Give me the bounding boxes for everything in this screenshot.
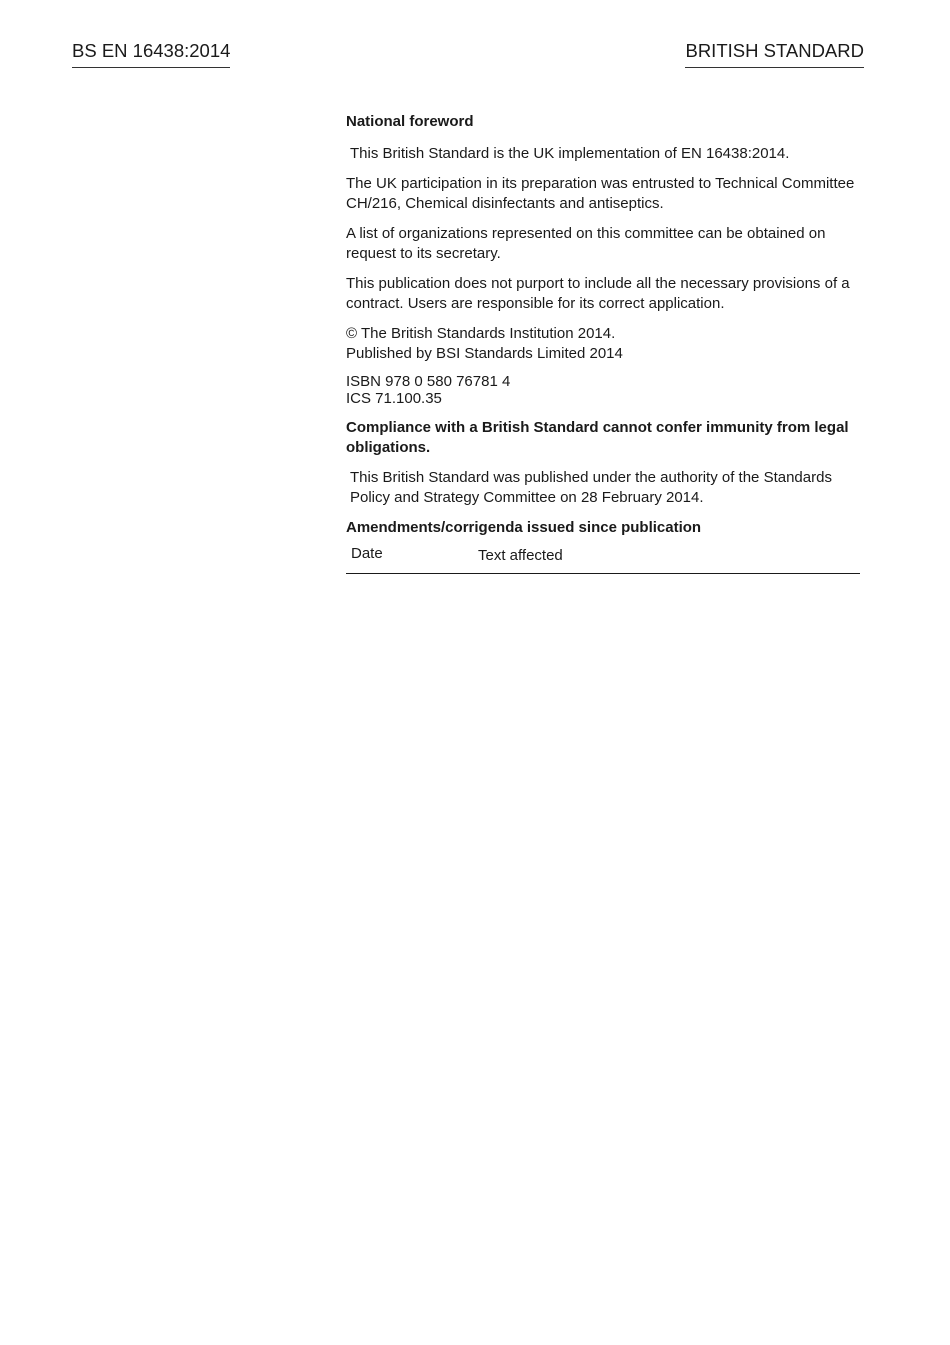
copyright-block <box>346 324 860 363</box>
national-foreword <box>346 112 860 574</box>
document-code: BS EN 16438:2014 <box>72 40 230 68</box>
participation-paragraph: The UK participation in its preparation was entrusted to Technical Committee CH/216, Chemical disinfectants and antiseptics. <box>346 175 855 212</box>
organizations-paragraph: A list of organizations represented on this committee can be obtained on request to its secretary. <box>346 225 826 262</box>
amendments-table <box>346 546 860 575</box>
isbn-line: ISBN 978 0 580 76781 4 <box>346 373 511 390</box>
standard-type-label: BRITISH STANDARD <box>685 40 864 68</box>
foreword-title: National foreword <box>346 113 474 130</box>
compliance-statement: Compliance with a British Standard cannot confer immunity from legal obligations. <box>346 419 849 456</box>
ics-line: ICS 71.100.35 <box>346 389 442 407</box>
copyright-line: © The British Standards Institution 2014. <box>346 325 616 342</box>
amendments-title: Amendments/corrigenda issued since publication <box>346 519 702 536</box>
isbn-block <box>346 374 860 407</box>
amendments-text-header: Text affected <box>478 546 563 564</box>
implementation-paragraph: This British Standard is the UK implementation of EN 16438:2014. <box>350 144 790 162</box>
authority-paragraph: This British Standard was published under the authority of the Standards Policy and Strategy Committee on 28 February 2014. <box>350 469 832 506</box>
publisher-line: Published by BSI Standards Limited 2014 <box>346 344 623 362</box>
contract-paragraph: This publication does not purport to include all the necessary provisions of a contract. Users are responsible for its correct application. <box>346 275 850 312</box>
amendments-date-header: Date <box>351 544 383 562</box>
